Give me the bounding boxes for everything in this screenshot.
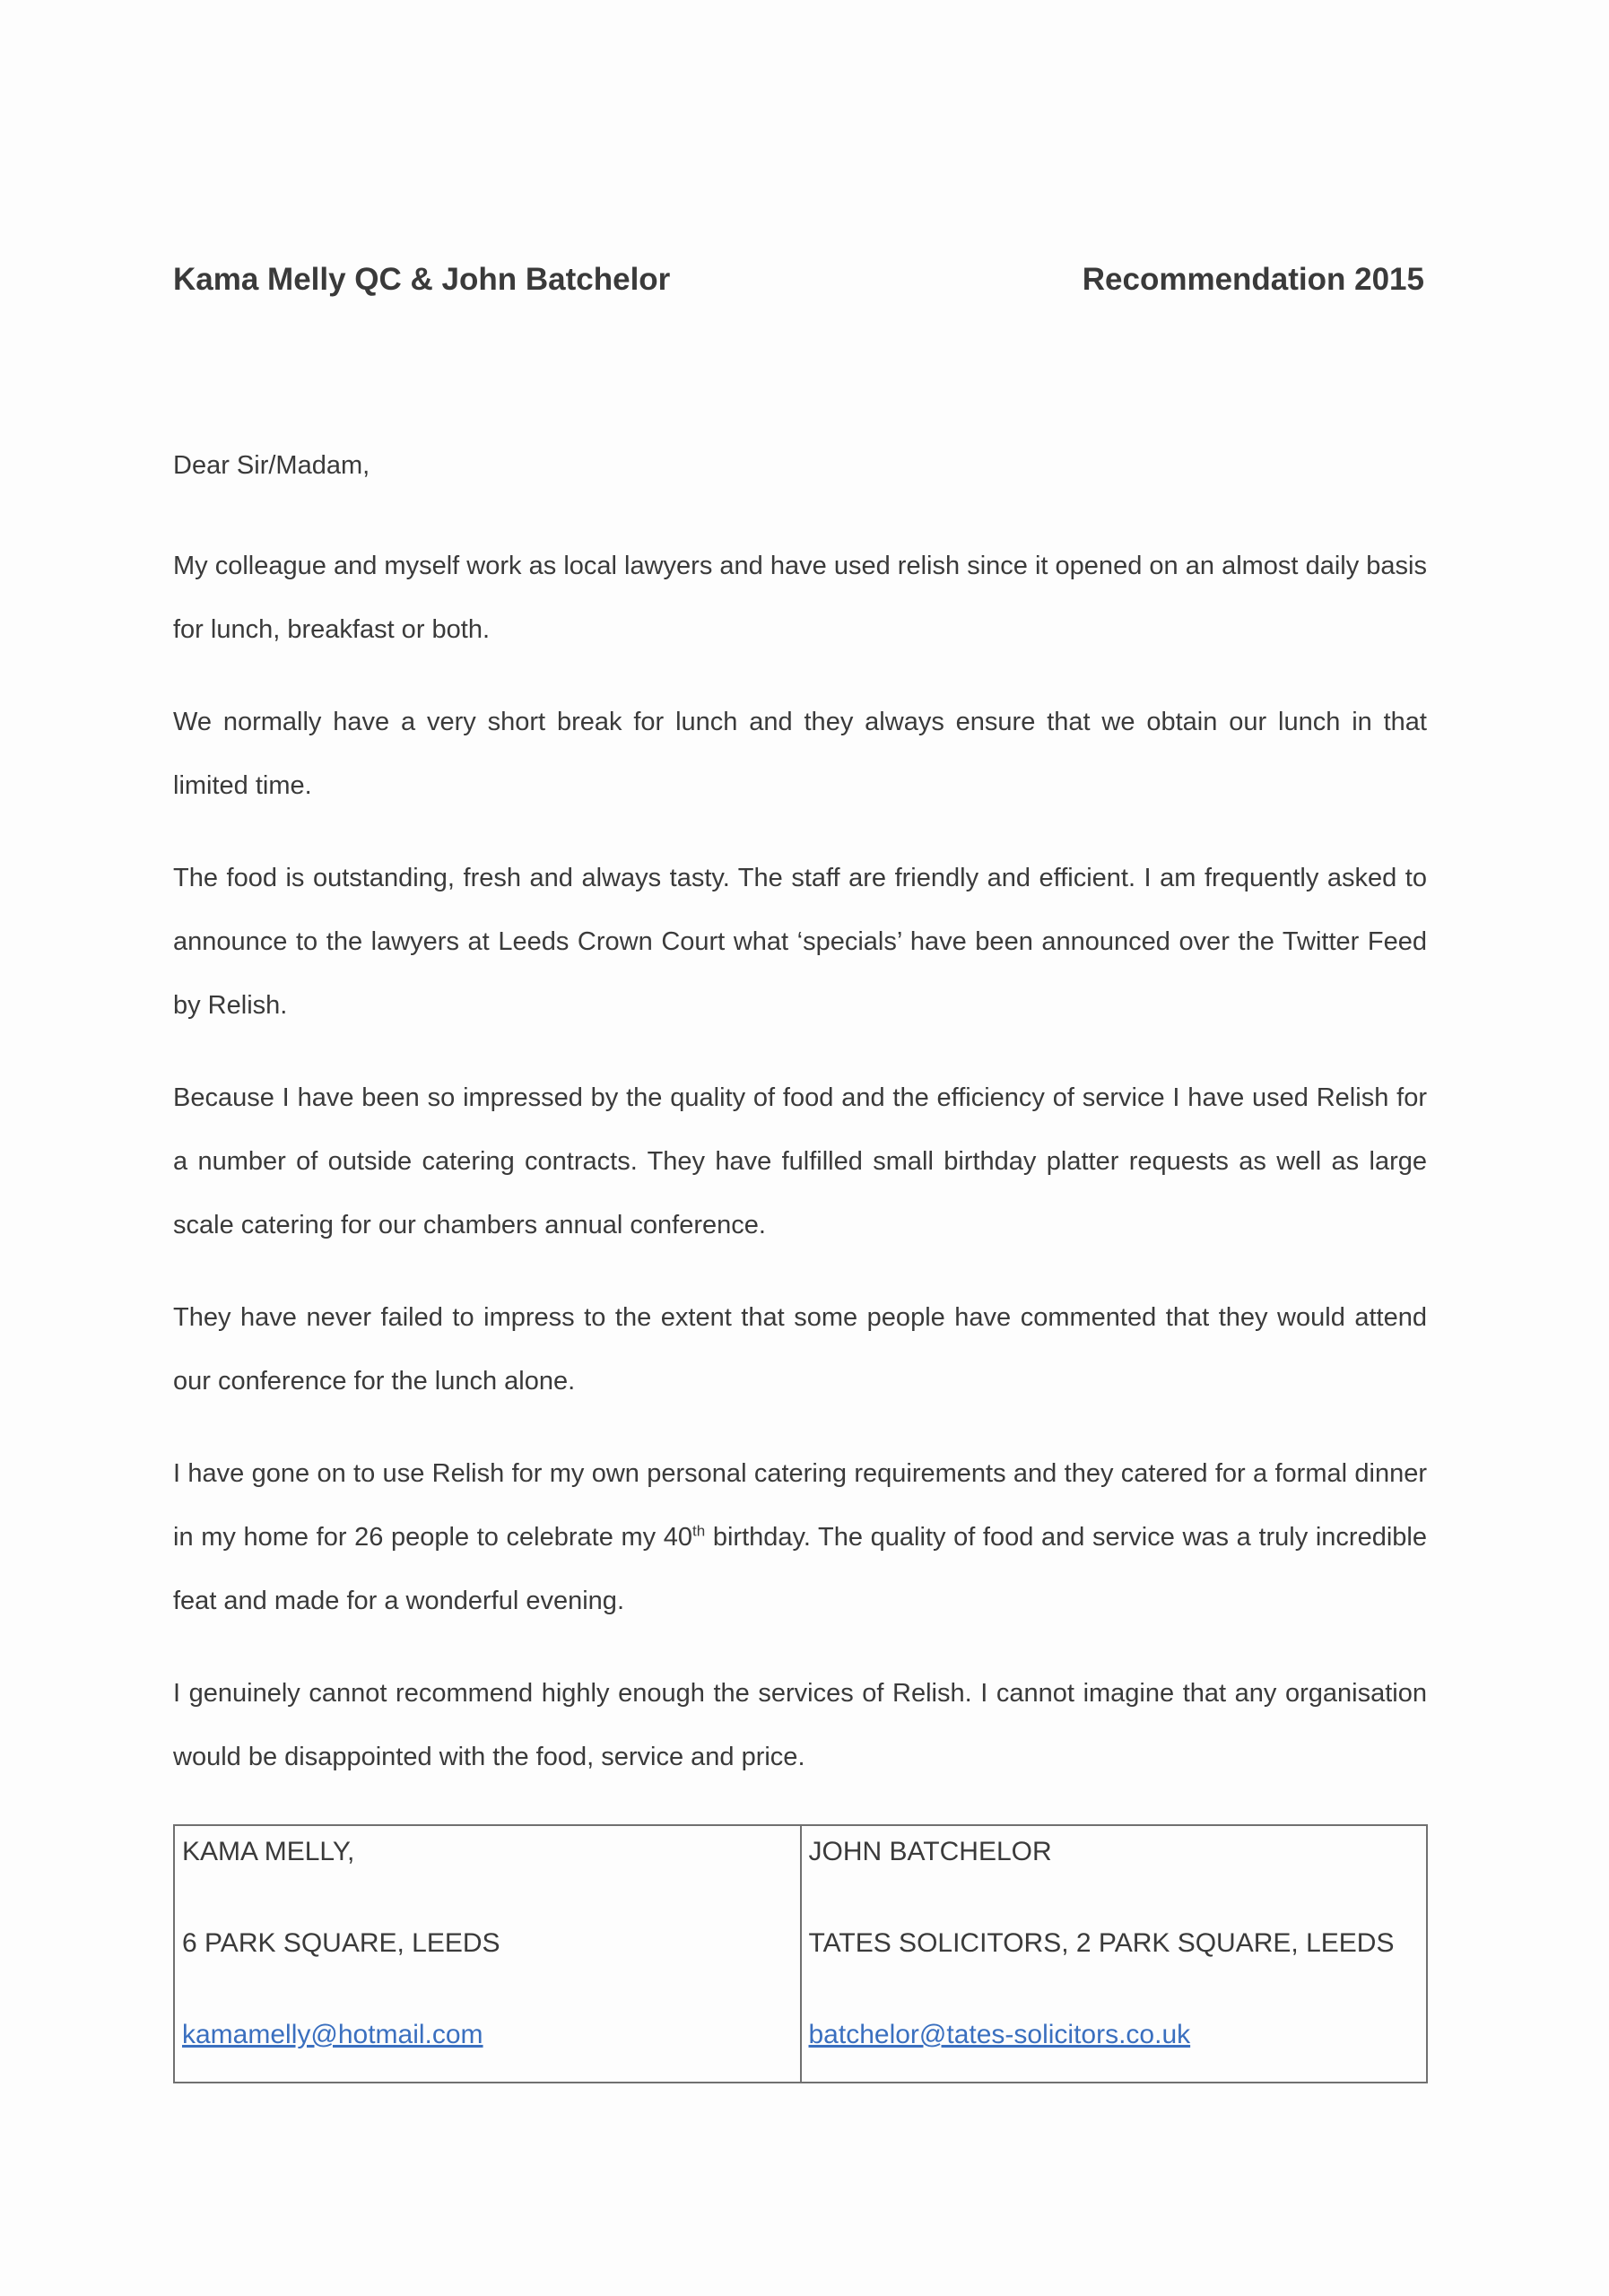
signature-table xyxy=(173,1824,1428,2083)
paragraph-3: The food is outstanding, fresh and always tasty. The staff are friendly and efficient. I am frequently asked to announce to the lawyers at Leeds Crown Court what ‘specials’ have been announced over the Twitter Feed by Relish. xyxy=(173,864,1427,1020)
paragraph-6-start: I have gone on to use Relish for my own personal catering requirements and they catered for a formal dinner in my home for 26 people to celebrate my 40 xyxy=(173,1459,1427,1552)
paragraph-7: I genuinely cannot recommend highly enough the services of Relish. I cannot imagine that any organisation would be disappointed with the food, service and price. xyxy=(173,1679,1427,1771)
paragraph-5: They have never failed to impress to the extent that some people have commented that they would attend our conference for the lunch alone. xyxy=(173,1303,1427,1396)
letter-header xyxy=(173,262,1424,307)
signatory-right xyxy=(800,1826,1427,2082)
email-link[interactable]: kamamelly@hotmail.com xyxy=(182,2020,483,2049)
salutation: Dear Sir/Madam, xyxy=(173,451,370,480)
paragraph-4: Because I have been so impressed by the quality of food and the efficiency of service I have used Relish for a number of outside catering contracts. They have fulfilled small birthday platter requests as well as large scale catering for our chambers annual conference. xyxy=(173,1083,1427,1239)
signatory-left xyxy=(175,1826,800,2082)
signatory-name: JOHN BATCHELOR xyxy=(808,1837,1052,1866)
letter-body xyxy=(173,535,1427,1818)
signatory-name: KAMA MELLY, xyxy=(182,1837,355,1866)
paragraph-6-end: birthday. The quality of food and service was a truly incredible feat and made for a wonderful evening. xyxy=(173,1523,1427,1615)
header-authors: Kama Melly QC & John Batchelor xyxy=(173,262,671,297)
header-title: Recommendation 2015 xyxy=(1082,262,1424,297)
paragraph-1: My colleague and myself work as local lawyers and have used relish since it opened on an almost daily basis for lunch, breakfast or both. xyxy=(173,552,1427,644)
paragraph-6 xyxy=(173,1442,1427,1633)
paragraph-2: We normally have a very short break for lunch and they always ensure that we obtain our lunch in that limited time. xyxy=(173,708,1427,800)
signatory-address: 6 PARK SQUARE, LEEDS xyxy=(182,1928,500,1958)
ordinal-suffix: th xyxy=(692,1522,706,1540)
email-link[interactable]: batchelor@tates-solicitors.co.uk xyxy=(808,2020,1191,2049)
signatory-address: TATES SOLICITORS, 2 PARK SQUARE, LEEDS xyxy=(808,1928,1395,1958)
